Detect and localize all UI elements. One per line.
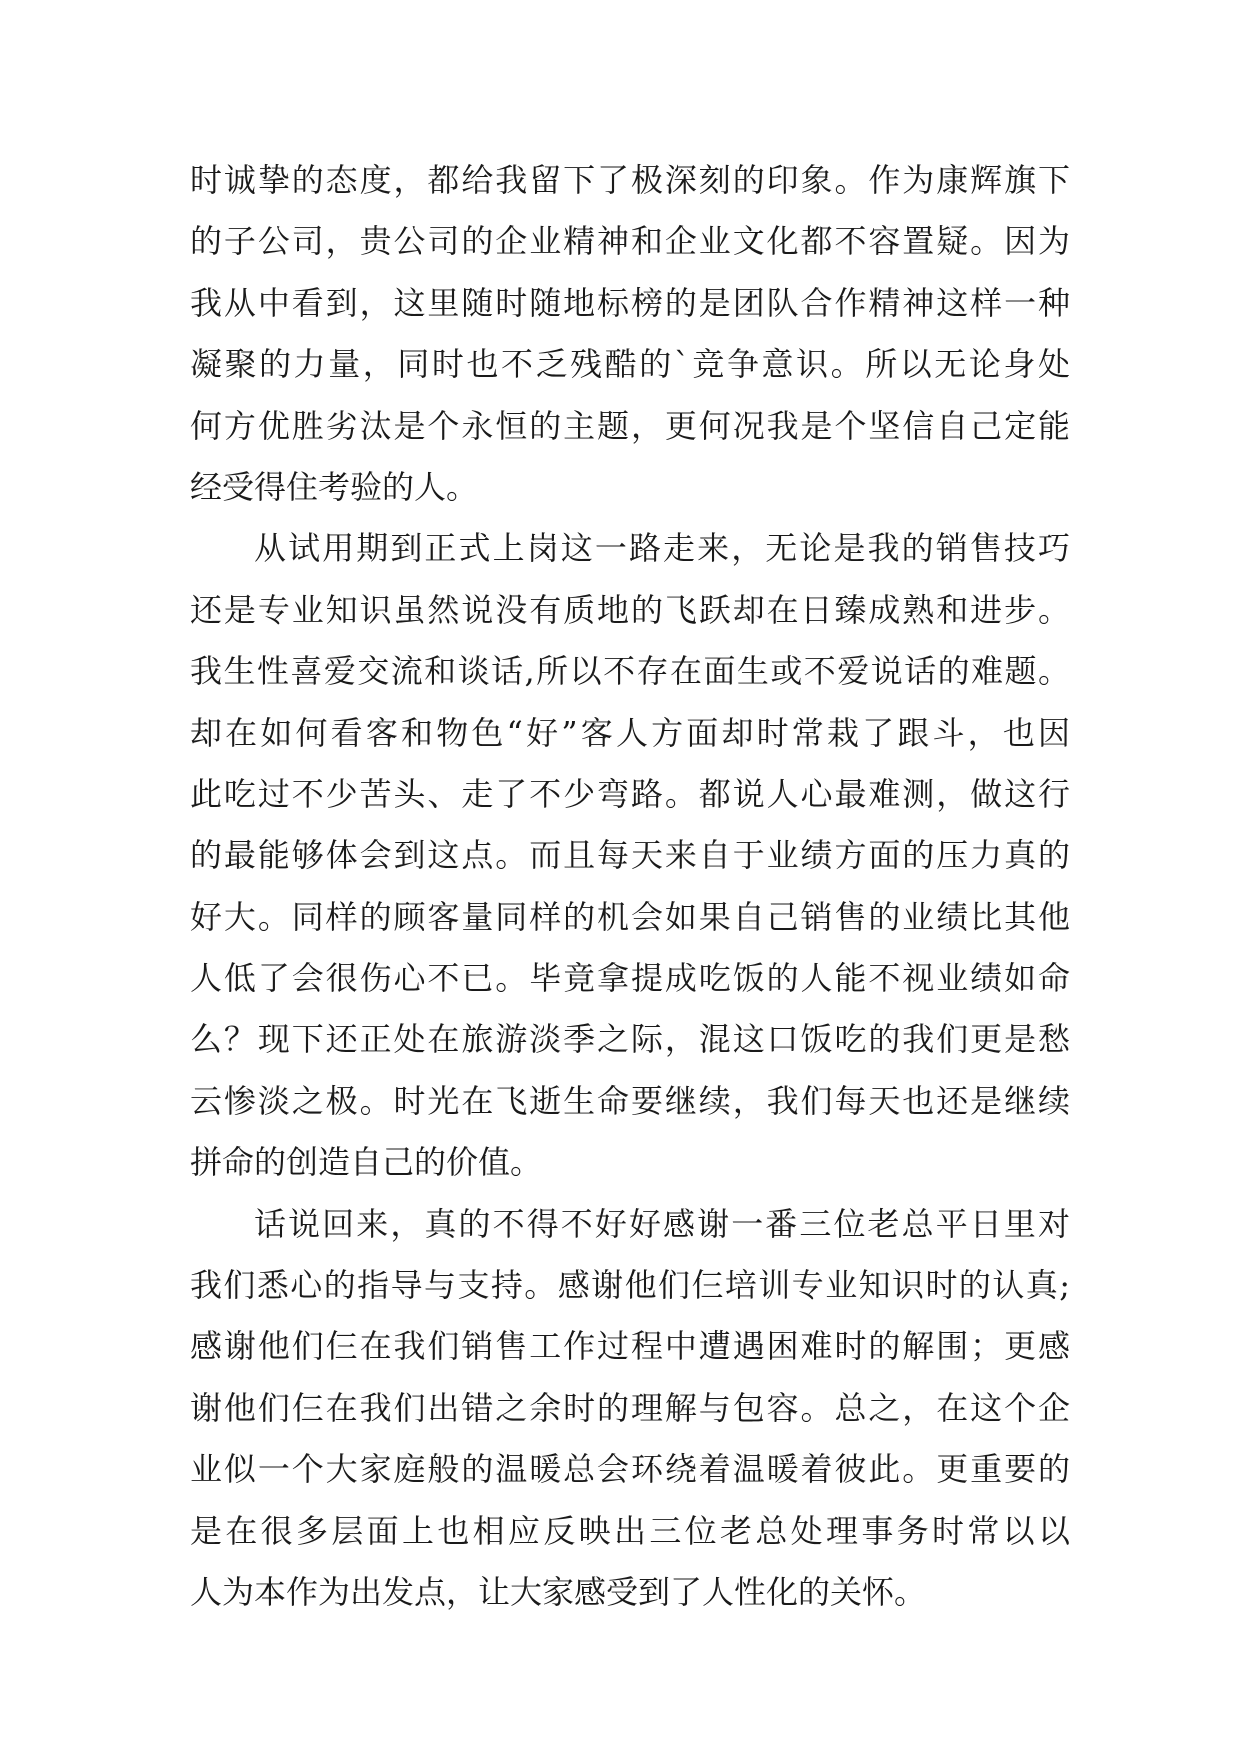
text-line: 的最能够体会到这点。而且每天来自于业绩方面的压力真的	[190, 836, 1070, 875]
text-line: 此吃过不少苦头、走了不少弯路。都说人心最难测，做这行	[190, 774, 1070, 813]
text-line: 云惨淡之极。时光在飞逝生命要继续，我们每天也还是继续	[190, 1081, 1070, 1120]
text-line: 从试用期到正式上岗这一路走来，无论是我的销售技巧	[254, 529, 1070, 568]
text-line: 我从中看到，这里随时随地标榜的是团队合作精神这样一种	[190, 283, 1070, 322]
text-line: 却在如何看客和物色“好”客人方面却时常栽了跟斗，也因	[190, 713, 1070, 752]
text-line: 我们悉心的指导与支持。感谢他们仨培训专业知识时的认真;	[190, 1266, 1070, 1305]
text-line: 我生性喜爱交流和谈话,所以不存在面生或不爱说话的难题。	[190, 652, 1070, 691]
paragraph-1	[190, 150, 1070, 518]
text-line: 话说回来，真的不得不好好感谢一番三位老总平日里对	[254, 1204, 1070, 1243]
text-line: 谢他们仨在我们出错之余时的理解与包容。总之，在这个企	[190, 1388, 1070, 1427]
text-line: 的子公司，贵公司的企业精神和企业文化都不容置疑。因为	[190, 222, 1070, 261]
paragraph-3	[190, 1194, 1070, 1624]
document-page	[190, 150, 1070, 1623]
text-line: 经受得住考验的人。	[190, 467, 479, 506]
text-line: 是在很多层面上也相应反映出三位老总处理事务时常以以	[190, 1511, 1070, 1550]
text-line: 好大。同样的顾客量同样的机会如果自己销售的业绩比其他	[190, 897, 1070, 936]
text-line: 时诚挚的态度，都给我留下了极深刻的印象。作为康辉旗下	[190, 161, 1070, 199]
text-line: 人为本作为出发点，让大家感受到了人性化的关怀。	[190, 1572, 927, 1611]
text-line: 何方优胜劣汰是个永恒的主题，更何况我是个坚信自己定能	[190, 406, 1070, 445]
text-line: 人低了会很伤心不已。毕竟拿提成吃饭的人能不视业绩如命	[190, 959, 1070, 998]
text-line: 么？现下还正处在旅游淡季之际，混这口饭吃的我们更是愁	[190, 1020, 1070, 1059]
text-line: 凝聚的力量，同时也不乏残酷的`竞争意识。所以无论身处	[190, 345, 1070, 384]
text-line: 感谢他们仨在我们销售工作过程中遭遇困难时的解围；更感	[190, 1327, 1070, 1366]
paragraph-2	[190, 518, 1070, 1193]
text-line: 还是专业知识虽然说没有质地的飞跃却在日臻成熟和进步。	[190, 590, 1070, 629]
text-line: 拼命的创造自己的价值。	[190, 1143, 543, 1182]
text-line: 业似一个大家庭般的温暖总会环绕着温暖着彼此。更重要的	[190, 1450, 1070, 1489]
